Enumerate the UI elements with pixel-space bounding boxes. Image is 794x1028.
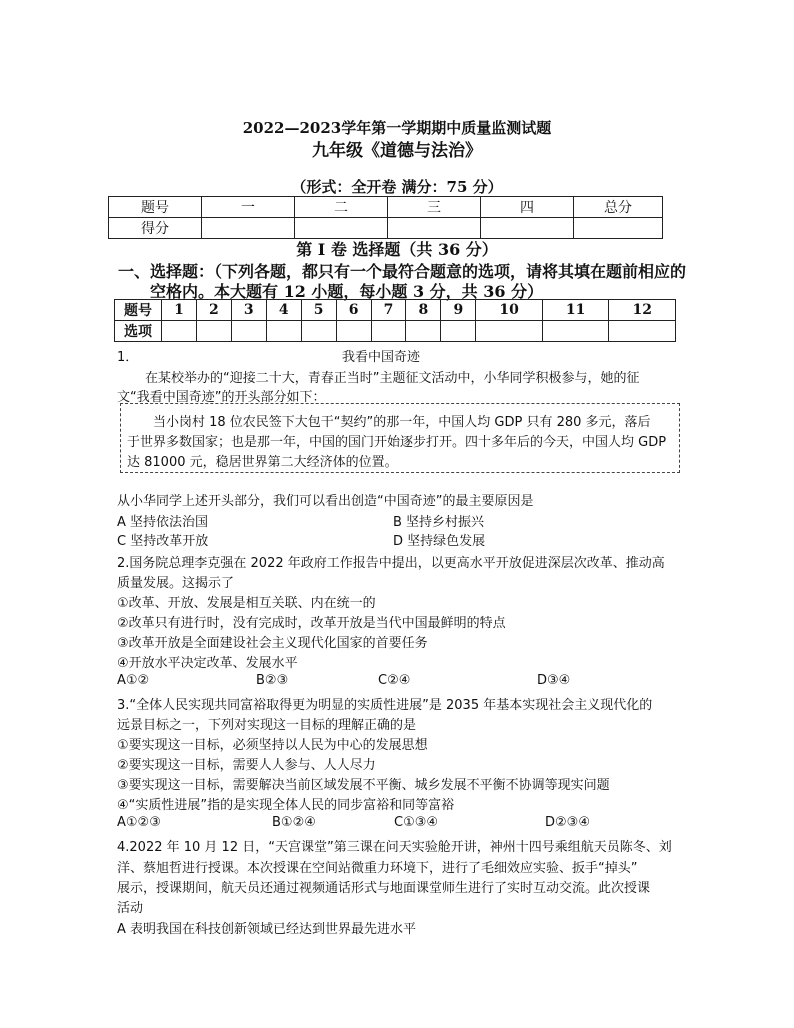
q1-option-b: B 坚持乡村振兴 bbox=[393, 515, 485, 530]
q3-option-a: A①②③ bbox=[117, 815, 161, 830]
answer-input-cell[interactable] bbox=[266, 321, 301, 342]
q2-option-c: C②④ bbox=[378, 673, 411, 688]
score-header-row bbox=[109, 197, 663, 218]
q2-stem: 2.国务院总理李克强在 2022 年政府工作报告中提出，以更高水平开放促进深层次改革、推动高 bbox=[117, 556, 665, 571]
q4-stem: 展示，授课期间，航天员还通过视频通话形式与地面课堂师生进行了实时互动交流。此次授课 bbox=[117, 881, 651, 896]
exam-subject: 九年级《道德与法治》 bbox=[312, 141, 482, 161]
score-cell: 三 bbox=[388, 197, 481, 218]
answer-cell: 6 bbox=[336, 300, 371, 321]
score-input-cell[interactable] bbox=[202, 218, 295, 239]
q1-option-a: A 坚持依法治国 bbox=[117, 515, 209, 530]
q1-option-c: C 坚持改革开放 bbox=[117, 534, 209, 549]
score-input-cell[interactable] bbox=[388, 218, 481, 239]
q4-stem: 活动 bbox=[117, 901, 144, 916]
answer-cell: 1 bbox=[162, 300, 197, 321]
q4-stem: 洋、蔡旭哲进行授课。本次授课在空间站微重力环境下，进行了毛细效应实验、扳手“掉头” bbox=[117, 861, 638, 876]
q3-option-b: B①②④ bbox=[272, 815, 316, 830]
answer-cell: 4 bbox=[266, 300, 301, 321]
answer-table bbox=[114, 299, 676, 342]
score-cell: 二 bbox=[295, 197, 388, 218]
q1-question: 从小华同学上述开头部分，我们可以看出创造“中国奇迹”的最主要原因是 bbox=[117, 494, 534, 509]
answer-input-cell[interactable] bbox=[441, 321, 476, 342]
answer-input-cell[interactable] bbox=[476, 321, 543, 342]
q2-stem: 质量发展。这揭示了 bbox=[117, 576, 235, 591]
answer-input-cell[interactable] bbox=[301, 321, 336, 342]
exam-format: （形式：全开卷 满分：75 分） bbox=[291, 178, 503, 196]
q3-stem: 远景目标之一，下列对实现这一目标的理解正确的是 bbox=[117, 718, 417, 733]
answer-cell: 10 bbox=[476, 300, 543, 321]
score-input-cell[interactable] bbox=[574, 218, 663, 239]
q1-quote-line: 达 81000 元，稳居世界第二大经济体的位置。 bbox=[127, 455, 398, 470]
score-cell: 得分 bbox=[109, 218, 202, 239]
q3-option-d: D②③④ bbox=[545, 815, 590, 830]
score-cell: 题号 bbox=[109, 197, 202, 218]
q3-statement: ③要实现这一目标，需要解决当前区域发展不平衡、城乡发展不平衡不协调等现实问题 bbox=[117, 778, 610, 793]
q4-stem: 4.2022 年 10 月 12 日，“天宫课堂”第三课在问天实验舱开讲，神州十四号乘组航天员陈冬、刘 bbox=[117, 840, 672, 855]
section-instruction: 空格内。本大题有 12 小题，每小题 3 分，共 36 分） bbox=[150, 282, 544, 301]
score-cell: 四 bbox=[481, 197, 574, 218]
answer-cell: 12 bbox=[609, 300, 676, 321]
answer-cell: 9 bbox=[441, 300, 476, 321]
answer-cell: 2 bbox=[196, 300, 231, 321]
answer-cell: 5 bbox=[301, 300, 336, 321]
answer-input-cell[interactable] bbox=[162, 321, 197, 342]
q1-title: 我看中国奇迹 bbox=[342, 350, 421, 365]
q3-statement: ②要实现这一目标，需要人人参与、人人尽力 bbox=[117, 758, 376, 773]
answer-header-row bbox=[115, 300, 676, 321]
answer-input-cell[interactable] bbox=[371, 321, 406, 342]
score-table bbox=[108, 196, 663, 239]
q1-intro: 在某校举办的“迎接二十大，青春正当时”主题征文活动中，小华同学积极参与，她的征 bbox=[145, 371, 640, 386]
section-title: 第 I 卷 选择题（共 36 分） bbox=[296, 240, 498, 259]
answer-input-cell[interactable] bbox=[231, 321, 266, 342]
answer-input-cell[interactable] bbox=[406, 321, 441, 342]
answer-value-row bbox=[115, 321, 676, 342]
q1-quote-box bbox=[120, 403, 680, 473]
q4-option-a: A 表明我国在科技创新领域已经达到世界最先进水平 bbox=[117, 922, 417, 937]
q3-stem: 3.“全体人民实现共同富裕取得更为明显的实质性进展”是 2035 年基本实现社会主义现代化的 bbox=[117, 698, 653, 713]
score-input-cell[interactable] bbox=[295, 218, 388, 239]
score-cell: 一 bbox=[202, 197, 295, 218]
answer-cell: 11 bbox=[542, 300, 609, 321]
q3-option-c: C①③④ bbox=[394, 815, 439, 830]
answer-cell: 8 bbox=[406, 300, 441, 321]
answer-cell: 7 bbox=[371, 300, 406, 321]
answer-input-cell[interactable] bbox=[609, 321, 676, 342]
answer-cell: 题号 bbox=[115, 300, 162, 321]
q2-option-a: A①② bbox=[117, 673, 150, 688]
q2-option-b: B②③ bbox=[256, 673, 289, 688]
exam-title: 2022—2023学年第一学期期中质量监测试题 bbox=[242, 119, 552, 137]
q2-statement: ③改革开放是全面建设社会主义现代化国家的首要任务 bbox=[117, 636, 428, 651]
q2-statement: ①改革、开放、发展是相互关联、内在统一的 bbox=[117, 596, 376, 611]
answer-cell: 3 bbox=[231, 300, 266, 321]
q1-quote-line: 当小岗村 18 位农民签下大包干“契约”的那一年，中国人均 GDP 只有 280 多元，落后 bbox=[153, 415, 651, 430]
q2-statement: ④开放水平决定改革、发展水平 bbox=[117, 656, 298, 671]
answer-input-cell[interactable] bbox=[336, 321, 371, 342]
answer-input-cell[interactable] bbox=[542, 321, 609, 342]
q2-statement: ②改革只有进行时，没有完成时，改革开放是当代中国最鲜明的特点 bbox=[117, 616, 506, 631]
score-input-cell[interactable] bbox=[481, 218, 574, 239]
q1-quote-line: 于世界多数国家；也是那一年，中国的国门开始逐步打开。四十多年后的今天，中国人均 GDP bbox=[127, 435, 667, 450]
score-value-row bbox=[109, 218, 663, 239]
q2-option-d: D③④ bbox=[537, 673, 571, 688]
answer-cell: 选项 bbox=[115, 321, 162, 342]
q1-intro: 文“我看中国奇迹”的开头部分如下： bbox=[117, 390, 326, 405]
q1-option-d: D 坚持绿色发展 bbox=[393, 534, 486, 549]
score-cell: 总分 bbox=[574, 197, 663, 218]
section-instruction: 一、选择题：（下列各题，都只有一个最符合题意的选项，请将其填在题前相应的 bbox=[118, 262, 687, 281]
q3-statement: ④“实质性进展”指的是实现全体人民的同步富裕和同等富裕 bbox=[117, 798, 455, 813]
q1-number: 1． bbox=[117, 350, 139, 365]
answer-input-cell[interactable] bbox=[196, 321, 231, 342]
q3-statement: ①要实现这一目标，必须坚持以人民为中心的发展思想 bbox=[117, 738, 428, 753]
